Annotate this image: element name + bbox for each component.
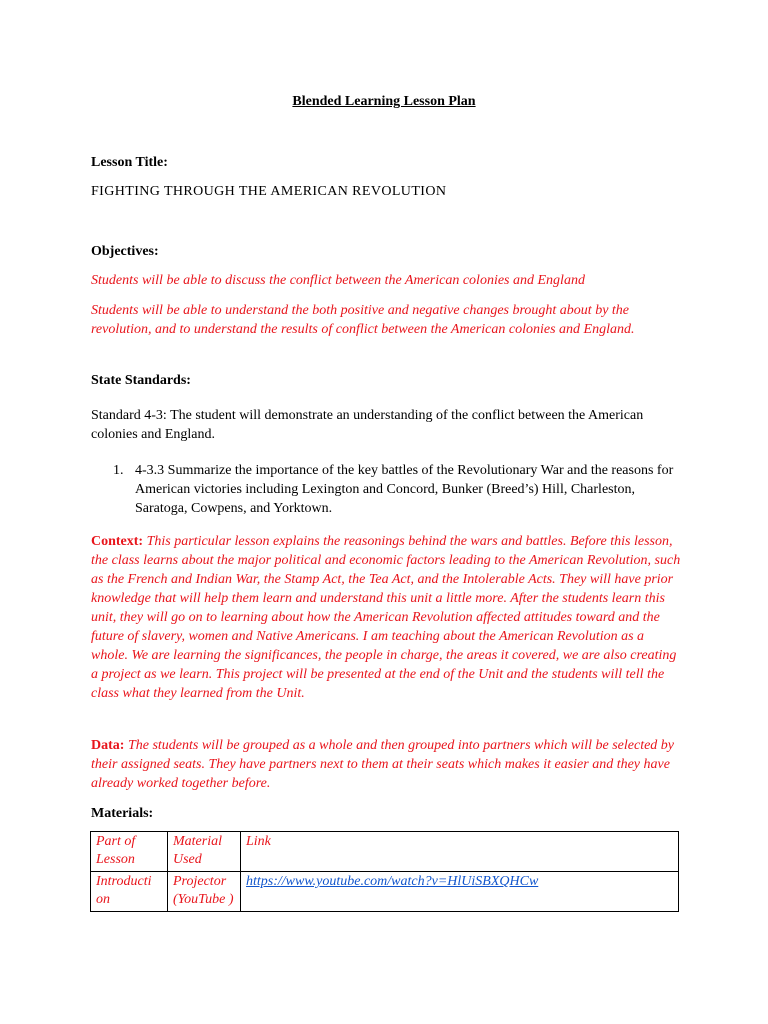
materials-label: Materials: (91, 806, 154, 821)
materials-table (90, 831, 679, 912)
table-cell: Projector (YouTube ) (168, 872, 241, 912)
data-paragraph (91, 736, 681, 793)
objective-item: Students will be able to discuss the conflict between the American colonies and England (91, 273, 585, 288)
youtube-link[interactable]: https://www.youtube.com/watch?v=HlUiSBXQHCw (246, 874, 539, 889)
table-header-cell: Material Used (168, 832, 241, 872)
context-text: This particular lesson explains the reasonings behind the wars and battles. Before this lesson, the class learns about the major political and economic factors leading to the American Revolution, such as the French and Indian War, the Stamp Act, the Tea Act, and the Intolerable Acts. They will have prior knowledge that will help them learn and understand this unit a little more. After the students learn this unit, they will go on to learning about how the American Revolution affected attitudes toward and the future of slavery, women and Native Americans. I am teaching about the American Revolution as a whole. We are learning the significances, the people in charge, the areas it covered, we are also creating a project as we learn. This project will be presented at the end of the Unit and the students will tell the class what they learned from the Unit. (91, 534, 681, 701)
document-heading: Blended Learning Lesson Plan (292, 94, 476, 109)
context-label: Context: (91, 534, 144, 549)
table-cell (241, 872, 679, 912)
standard-text: Standard 4-3: The student will demonstrate an understanding of the conflict between the American colonies and England. (91, 408, 644, 442)
table-header-cell: Part of Lesson (91, 832, 168, 872)
data-text: The students will be grouped as a whole and then grouped into partners which will be selected by their assigned seats. They have partners next to them at their seats which makes it easier and they have already worked together before. (91, 738, 675, 791)
table-header-row (91, 832, 679, 872)
objective-item: Students will be able to understand the both positive and negative changes brought about by the revolution, and to understand the results of conflict between the American colonies and England. (91, 303, 635, 337)
list-number: 1. (113, 463, 124, 478)
data-label: Data: (91, 738, 125, 753)
lesson-title: FIGHTING THROUGH THE AMERICAN REVOLUTION (91, 184, 447, 199)
table-header-cell: Link (241, 832, 679, 872)
context-paragraph (91, 532, 681, 703)
list-text: 4-3.3 Summarize the importance of the key battles of the Revolutionary War and the reasons for American victories including Lexington and Concord, Bunker (Breed’s) Hill, Charleston, Saratoga, Cowpens, and Yorktown. (135, 463, 674, 516)
objectives-label: Objectives: (91, 244, 159, 259)
table-cell: Introducti on (91, 872, 168, 912)
lesson-title-label: Lesson Title: (91, 155, 168, 170)
state-standards-label: State Standards: (91, 373, 191, 388)
table-row (91, 872, 679, 912)
